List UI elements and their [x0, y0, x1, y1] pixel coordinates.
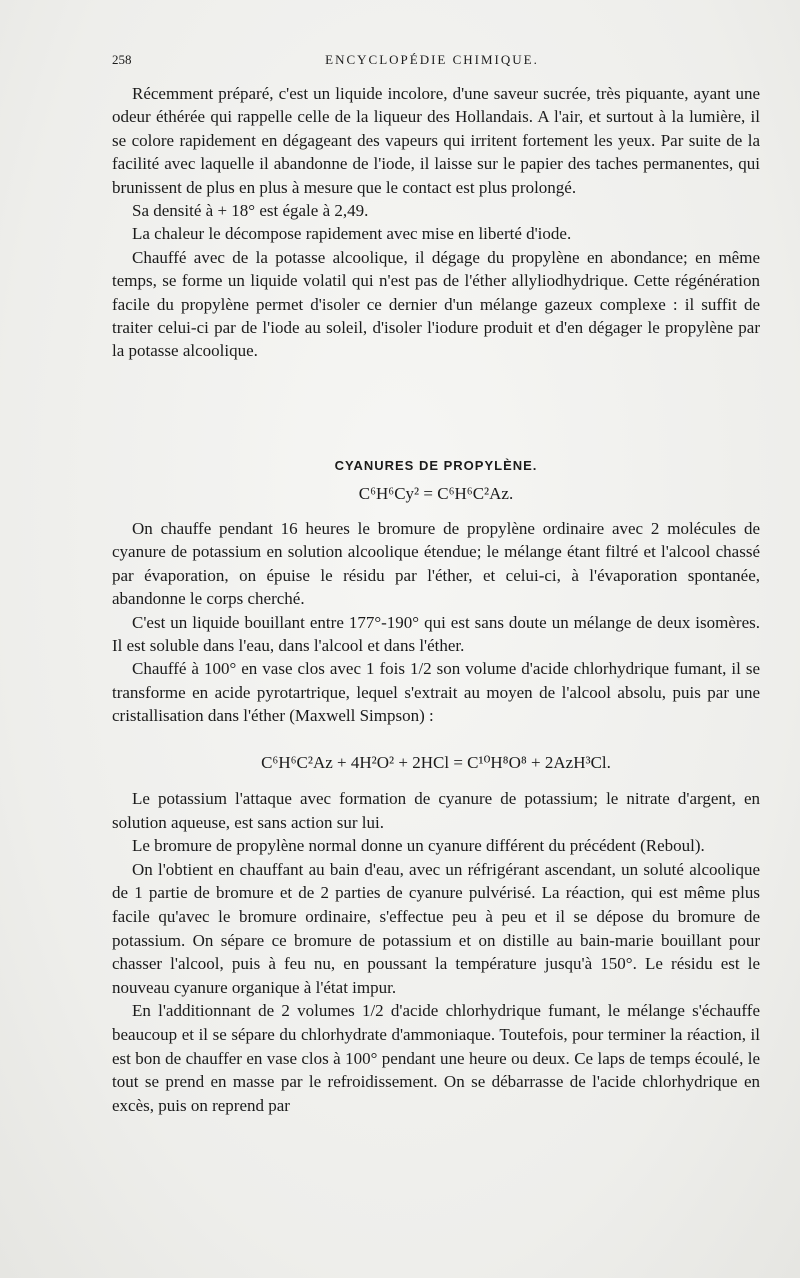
paragraph: Chauffé à 100° en vase clos avec 1 fois 1/2 son volume d'acide chlorhydrique fumant, il se transforme en acide pyrotartrique, lequel s'extrait au moyen de l'alcool absolu, puis par une cristallisation dans l'éther (Maxwell Simpson) : — [112, 659, 760, 726]
page-number: 258 — [112, 52, 132, 67]
paragraph: Le bromure de propylène normal donne un cyanure différent du précédent (Reboul). — [132, 836, 705, 856]
running-title: ENCYCLOPÉDIE CHIMIQUE. — [325, 52, 539, 67]
paragraph: C'est un liquide bouillant entre 177°-190° qui est sans doute un mélange de deux isomères. Il est soluble dans l'eau, dans l'alcool et dans l'éther. — [112, 612, 760, 656]
paragraph: On l'obtient en chauffant au bain d'eau, avec un réfrigérant ascendant, un soluté alcoolique de 1 partie de bromure et de 2 parties de cyanure pulvérisé. La réaction, qui est même plus facile qu'avec le bromure ordinaire, s'effectue peu à peu et il se dépose du bromure de potassium. On sépare ce bromure de potassium et on distille au bain-marie bouillant pour chasser l'alcool, puis à feu nu, en poussant la température jusqu'à 150°. Le résidu est le nouveau cyanure organique à l'état impur. — [112, 859, 760, 997]
paragraph: On chauffe pendant 16 heures le bromure de propylène ordinaire avec 2 molécules de cyanure de potassium en solution alcoolique étendue; le mélange étant filtré et l'alcool chassé par évaporation, on épuise le résidu par l'éther, et celui-ci, à l'évaporation spontanée, abandonne le corps cherché. — [112, 519, 760, 609]
formula: C⁶H⁶Cy² = C⁶H⁶C²Az. — [358, 484, 514, 503]
section-title: CYANURES DE PROPYLÈNE. — [334, 458, 538, 473]
paragraph: En l'additionnant de 2 volumes 1/2 d'acide chlorhydrique fumant, le mélange s'échauffe beaucoup et il se sépare du chlorhydrate d'ammoniaque. Toutefois, pour terminer la réaction, il est bon de chauffer en vase clos à 100° pendant une heure ou deux. Ce laps de temps écoulé, le tout se prend en masse par le refroidissement. On se débarrasse de l'acide chlorhydrique en excès, puis on reprend par — [112, 1001, 760, 1115]
page-header — [112, 50, 752, 74]
paragraph: Le potassium l'attaque avec formation de cyanure de potassium; le nitrate d'argent, en solution aqueuse, est sans action sur lui. — [112, 789, 760, 832]
paragraph: La chaleur le décompose rapidement avec mise en liberté d'iode. — [132, 224, 572, 244]
paragraph: Chauffé avec de la potasse alcoolique, il dégage du propylène en abondance; en même temps, se forme un liquide volatil qui n'est pas de l'éther allyliodhydrique. Cette régénération facile du propylène permet d'isoler ce dernier d'un mélange gazeux complexe : il suffit de traiter celui-ci par de l'iode au soleil, d'isoler l'iodure produit et d'en dégager le propylène par la potasse alcoolique. — [112, 247, 760, 361]
equation: C⁶H⁶C²Az + 4H²O² + 2HCl = C¹⁰H⁸O⁸ + 2AzH³Cl. — [261, 753, 611, 772]
body-text-middle — [112, 517, 760, 728]
body-text-bottom — [112, 787, 760, 1117]
body-text-top — [112, 82, 760, 363]
paragraph: Sa densité à + 18° est égale à 2,49. — [132, 201, 369, 221]
paragraph: Récemment préparé, c'est un liquide incolore, d'une saveur sucrée, très piquante, ayant une odeur éthérée qui rappelle celle de la liqueur des Hollandais. A l'air, et surtout à la lumière, il se colore rapidement en dégageant des vapeurs qui irritent fortement les yeux. Par suite de la facilité avec laquelle il abandonne de l'iode, il laisse sur le papier des taches permanentes, qui brunissent de plus en plus à mesure que le contact est plus prolongé. — [112, 84, 760, 197]
